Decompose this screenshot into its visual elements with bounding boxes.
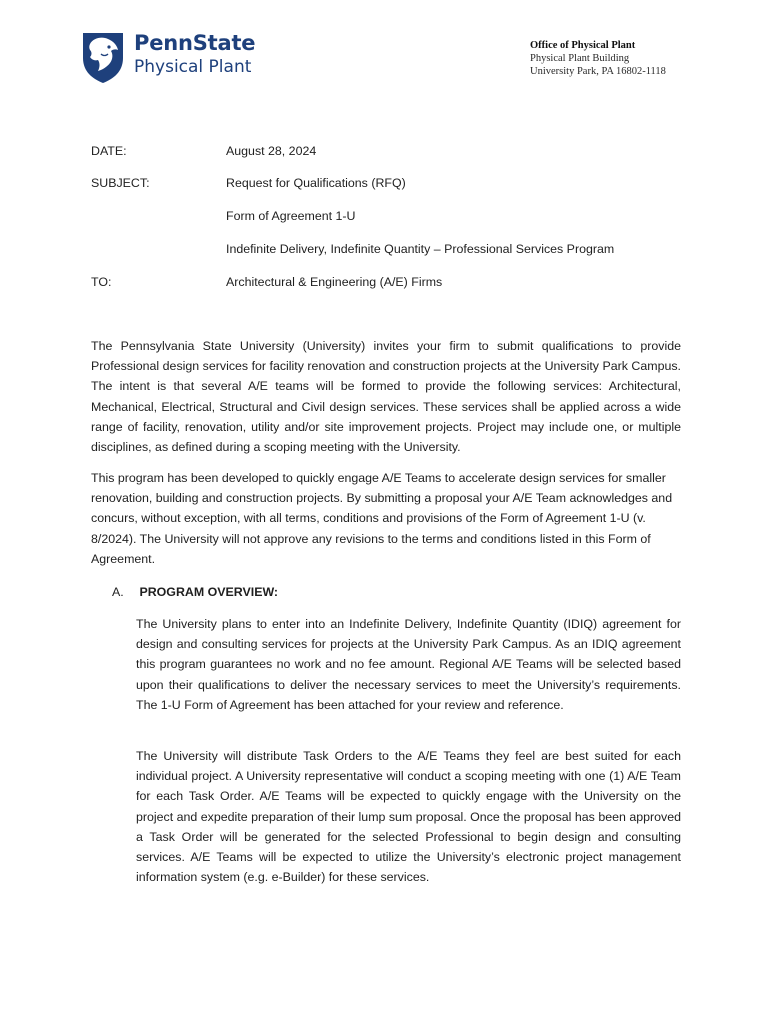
program-overview-paragraph-1: The University plans to enter into an Indefinite Delivery, Indefinite Quantity (IDIQ) agreement for design and consulting services for projects at the University Park Campus. As an IDIQ agreement this program guarantees no work and no fee amount. Regional A/E Teams will be selected based upon their qualifications to deliver the necessary services to meet the University’s requirements. The 1-U Form of Agreement has been attached for your review and reference. [136, 617, 681, 712]
office-city-zip: University Park, PA 16802-1118 [530, 66, 666, 77]
to-label: TO: [91, 275, 112, 289]
logo-wordmark: PennState [134, 31, 256, 55]
to-value: Architectural & Engineering (A/E) Firms [226, 275, 443, 289]
date-label: DATE: [91, 144, 127, 158]
logo-unit-name: Physical Plant [134, 57, 252, 77]
section-a-heading [112, 583, 278, 601]
pennstate-logo [80, 30, 280, 86]
subject-line-2: Form of Agreement 1-U [226, 209, 356, 223]
office-name: Office of Physical Plant [530, 40, 636, 51]
intro-paragraph: The Pennsylvania State University (University) invites your firm to submit qualifications to provide Professional design services for facility renovation and construction projects at the University Park Campus. The intent is that several A/E teams will be formed to provide the following services: Architectural, Mechanical, Electrical, Structural and Civil design services. These services shall be applied across a wide range of facility, renovation, utility and/or site improvement projects. Project may include one, or multiple disciplines, as defined during a scoping meeting with the University. [91, 339, 681, 455]
subject-line-3: Indefinite Delivery, Indefinite Quantity – Professional Services Program [226, 242, 615, 256]
section-a-letter: A. [112, 585, 124, 599]
program-overview-paragraph-2: The University will distribute Task Orders to the A/E Teams they feel are best suited for each individual project. A University representative will conduct a scoping meeting with one (1) A/E Team for each Task Order. A/E Teams will be expected to quickly engage with the University on the project and expedite preparation of their lump sum proposal. Once the proposal has been approved a Task Order will be generated for the selected Professional to begin design and consulting services. A/E Teams will be expected to utilize the University’s electronic project management information system (e.g. e-Builder) for these services. [136, 749, 681, 885]
date-value: August 28, 2024 [226, 144, 317, 158]
office-building: Physical Plant Building [530, 53, 630, 64]
nittany-lion-shield-icon [80, 30, 126, 84]
subject-label: SUBJECT: [91, 176, 150, 190]
program-paragraph: This program has been developed to quickly engage A/E Teams to accelerate design services for smaller renovation, building and construction projects. By submitting a proposal your A/E Team acknowledges and concurs, without exception, with all terms, conditions and provisions of the Form of Agreement 1-U (v. 8/2024). The University will not approve any revisions to the terms and conditions listed in this Form of Agreement. [91, 471, 673, 566]
office-address-block [530, 39, 666, 78]
section-a-title: PROGRAM OVERVIEW: [139, 585, 279, 599]
subject-line-1: Request for Qualifications (RFQ) [226, 176, 406, 190]
